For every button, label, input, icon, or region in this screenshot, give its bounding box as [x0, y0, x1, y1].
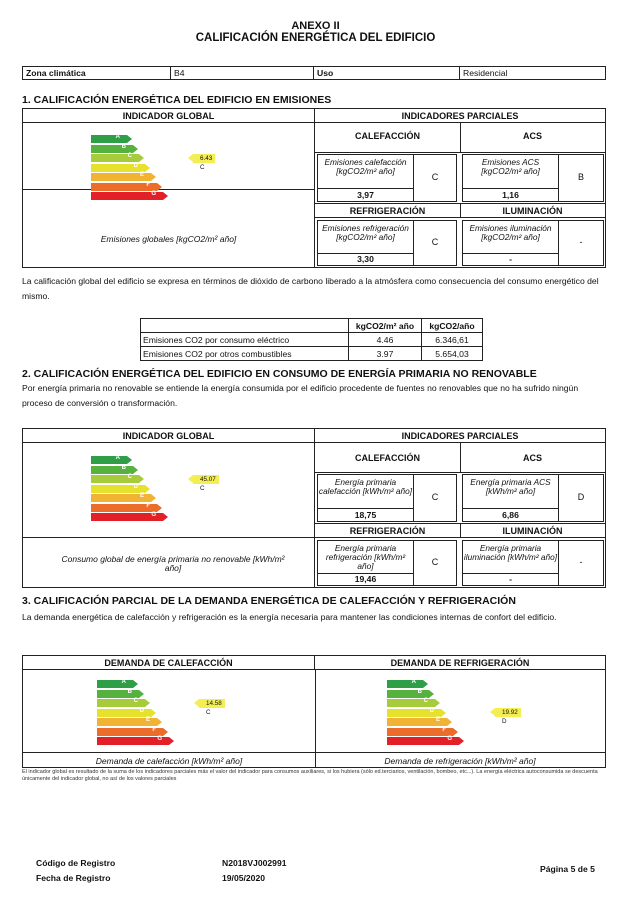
rating-bar-e	[97, 718, 157, 726]
rating-bar-d	[97, 709, 151, 717]
rating-bar-b	[387, 690, 429, 698]
section-1-title: 1. CALIFICACIÓN ENERGÉTICA DEL EDIFICIO EN EMISIONES	[22, 94, 332, 106]
footnote: El indicador global es resultado de la suma de los indicadores parciales más el valor del indicador para consumos auxiliares, si los hubiera (sólo ed.terciarios, ventilación, bombeo, etc...). La energía eléctrica autoconsumida se descuenta únicamente del indicador global, no así de los valores parciales	[22, 769, 598, 782]
demand-table	[22, 655, 606, 768]
rating-bar-e	[91, 494, 151, 502]
rating-bar-a	[387, 680, 423, 688]
partial-acs-letter: B	[577, 172, 584, 182]
rating-bar-c	[387, 699, 435, 707]
rating-letter: F	[442, 726, 446, 733]
partial-calefaccion-value: 3,97	[357, 190, 374, 200]
section-2-paragraph: Por energía primaria no renovable se entiende la energía consumida por el edificio procedente de fuentes no renovables que no ha sufrido ningún proceso de conversión o transformación.	[22, 383, 579, 408]
rating-bar-e	[91, 173, 151, 181]
rating-letter: B	[121, 464, 126, 471]
rating-letter: D	[429, 707, 434, 714]
rating-bar-c	[97, 699, 145, 707]
rating-bar-g	[91, 192, 163, 200]
rating-bar-f	[91, 504, 157, 512]
rating-letter: B	[417, 688, 422, 695]
rating-letter: G	[447, 736, 452, 742]
partial-calefaccion	[317, 474, 457, 522]
zona-label: Zona climática	[23, 67, 171, 79]
partial-iluminacion-value: -	[509, 254, 512, 264]
rating-letter: A	[411, 679, 416, 685]
co2-header-1: kgCO2/m² año	[349, 319, 422, 333]
demanda-refrigeracion-header: DEMANDA DE REFRIGERACIÓN	[315, 656, 605, 670]
rating-letter: D	[139, 707, 144, 714]
table-row	[141, 347, 483, 361]
rating-letter: E	[139, 172, 144, 178]
partial-acs	[462, 474, 604, 522]
partial-iluminacion	[462, 220, 604, 266]
page-number: Página 5 de 5	[540, 864, 595, 874]
table-row	[141, 333, 483, 347]
indicador-global-header: INDICADOR GLOBAL	[23, 429, 315, 443]
rating-bar-f	[97, 728, 163, 736]
rating-letter: B	[127, 688, 132, 695]
calefaccion-header: CALEFACCIÓN	[355, 453, 420, 463]
section-1-paragraph: La calificación global del edificio se expresa en términos de dióxido de carbono liberado a la atmósfera como consecuencia del consumo energético del mismo.	[22, 276, 599, 301]
rating-letter: F	[152, 726, 156, 733]
rating-bar-a	[91, 456, 127, 464]
rating-letter: D	[133, 162, 138, 169]
rating-letter: E	[139, 493, 144, 499]
rating-bar-d	[91, 485, 145, 493]
co2-row-value-a: 4.46	[349, 333, 422, 347]
co2-table	[140, 318, 483, 361]
rating-letter: G	[151, 191, 156, 197]
acs-header: ACS	[522, 453, 542, 463]
rating-bar-e	[387, 718, 447, 726]
rating-bar-g	[91, 513, 163, 521]
co2-row-value-b: 5.654,03	[422, 347, 483, 361]
partial-refrigeracion-value: 19,46	[354, 574, 377, 584]
iluminacion-header: ILUMINACIÓN	[502, 206, 563, 216]
partial-iluminacion-value: -	[509, 574, 512, 584]
rating-bar-b	[91, 466, 133, 474]
rating-letter: F	[146, 181, 150, 188]
partial-refrigeracion-letter: C	[431, 557, 439, 567]
global-consumption-label: Consumo global de energía primaria no renovable [kWh/m² año]	[61, 554, 285, 573]
rating-letter: A	[121, 679, 126, 685]
refrigeracion-header: REFRIGERACIÓN	[349, 206, 426, 216]
partial-refrigeracion-letter: C	[431, 237, 439, 247]
rating-bar-a	[91, 135, 127, 143]
partial-calefaccion-letter: C	[431, 492, 439, 502]
rating-letter: E	[435, 717, 440, 723]
rating-bar-b	[97, 690, 139, 698]
rating-letter: D	[133, 483, 138, 490]
codigo-value: N2018VJ002991	[222, 858, 287, 868]
rating-letter: C	[127, 474, 132, 480]
partial-refrigeracion-label: Energía primaria refrigeración [kWh/m² año]	[325, 543, 406, 571]
indicadores-parciales-header: INDICADORES PARCIALES	[315, 109, 605, 123]
rating-letter: C	[423, 698, 428, 704]
rating-bar-c	[91, 154, 139, 162]
partial-iluminacion-letter: -	[579, 237, 583, 247]
partial-calefaccion-label: Energía primaria calefacción [kWh/m² año]	[318, 477, 413, 496]
rating-letter: G	[157, 736, 162, 742]
section-2-title: 2. CALIFICACIÓN ENERGÉTICA DEL EDIFICIO EN CONSUMO DE ENERGÍA PRIMARIA NO RENOVABLE	[22, 368, 537, 380]
indicadores-parciales-header: INDICADORES PARCIALES	[315, 429, 605, 443]
fecha-label: Fecha de Registro	[36, 873, 111, 883]
zona-value: B4	[171, 67, 314, 79]
partial-acs-value: 6,86	[502, 510, 519, 520]
partial-acs-value: 1,16	[502, 190, 519, 200]
co2-row-label: Emisiones CO2 por consumo eléctrico	[141, 333, 349, 347]
refrigeracion-header: REFRIGERACIÓN	[349, 526, 426, 536]
co2-row-label: Emisiones CO2 por otros combustibles	[141, 347, 349, 361]
rating-bar-f	[91, 183, 157, 191]
rating-letter: B	[121, 143, 126, 150]
zone-row	[22, 66, 606, 80]
rating-bar-f	[387, 728, 453, 736]
global-indicator-cell	[23, 443, 315, 587]
calefaccion-header: CALEFACCIÓN	[355, 131, 420, 141]
rating-letter: F	[146, 502, 150, 509]
global-indicator-cell	[23, 123, 315, 267]
partial-iluminacion-label: Energía primaria iluminación [kWh/m² año]	[463, 543, 558, 562]
rating-marker: 14.58 C	[199, 699, 225, 708]
rating-marker: 19.92 D	[495, 708, 521, 717]
demanda-calefaccion-header: DEMANDA DE CALEFACCIÓN	[23, 656, 315, 670]
rating-bar-g	[387, 737, 459, 745]
emissions-table	[22, 108, 606, 268]
primary-energy-table	[22, 428, 606, 588]
co2-row-value-b: 6.346,61	[422, 333, 483, 347]
rating-marker: 45.07 C	[193, 475, 219, 484]
rating-letter: A	[115, 455, 120, 461]
rating-bar-c	[91, 475, 139, 483]
rating-letter: E	[145, 717, 150, 723]
section-3-paragraph: La demanda energética de calefacción y refrigeración es la energía necesaria para mantener las condiciones internas de confort del edificio.	[22, 612, 557, 622]
rating-letter: C	[133, 698, 138, 704]
rating-letter: C	[127, 153, 132, 159]
partial-iluminacion-letter: -	[579, 557, 583, 567]
rating-bar-b	[91, 145, 133, 153]
partial-refrigeracion-label: Emisiones refrigeración [kgCO2/m² año]	[322, 223, 409, 242]
partial-acs-label: Energía primaria ACS [kWh/m² año]	[470, 477, 551, 496]
codigo-label: Código de Registro	[36, 858, 116, 868]
fecha-value: 19/05/2020	[222, 873, 266, 883]
co2-header-2: kgCO2/año	[422, 319, 483, 333]
partial-iluminacion	[462, 540, 604, 586]
acs-header: ACS	[522, 131, 542, 141]
co2-row-value-a: 3.97	[349, 347, 422, 361]
global-emissions-label: Emisiones globales [kgCO2/m² año]	[100, 234, 237, 244]
rating-marker: 6.43 C	[193, 154, 215, 163]
partial-refrigeracion	[317, 540, 457, 586]
partial-refrigeracion-value: 3,30	[357, 254, 374, 264]
rating-bar-a	[97, 680, 133, 688]
demanda-calefaccion-label: Demanda de calefacción [kWh/m² año]	[95, 756, 243, 766]
section-3-title: 3. CALIFICACIÓN PARCIAL DE LA DEMANDA ENERGÉTICA DE CALEFACCIÓN Y REFRIGERACIÓN	[22, 595, 516, 607]
demanda-refrigeracion-label: Demanda de refrigeración [kWh/m² año]	[384, 756, 536, 766]
annex-title: ANEXO II	[291, 20, 340, 32]
rating-letter: A	[115, 134, 120, 140]
indicador-global-header: INDICADOR GLOBAL	[23, 109, 315, 123]
uso-value: Residencial	[463, 68, 508, 78]
partial-iluminacion-label: Emisiones iluminación [kgCO2/m² año]	[469, 223, 552, 242]
rating-bar-g	[97, 737, 169, 745]
partial-refrigeracion	[317, 220, 457, 266]
partial-acs-letter: D	[577, 492, 585, 502]
partial-calefaccion-letter: C	[431, 172, 439, 182]
rating-letter: G	[151, 512, 156, 518]
partial-calefaccion	[317, 154, 457, 202]
page-title: CALIFICACIÓN ENERGÉTICA DEL EDIFICIO	[195, 32, 436, 44]
partial-acs-label: Emisiones ACS [kgCO2/m² año]	[481, 157, 540, 176]
rating-bar-d	[387, 709, 441, 717]
iluminacion-header: ILUMINACIÓN	[502, 526, 563, 536]
partial-calefaccion-value: 18,75	[354, 510, 377, 520]
partial-acs	[462, 154, 604, 202]
rating-bar-d	[91, 164, 145, 172]
partial-calefaccion-label: Emisiones calefacción [kgCO2/m² año]	[324, 157, 407, 176]
uso-label: Uso	[314, 67, 460, 79]
